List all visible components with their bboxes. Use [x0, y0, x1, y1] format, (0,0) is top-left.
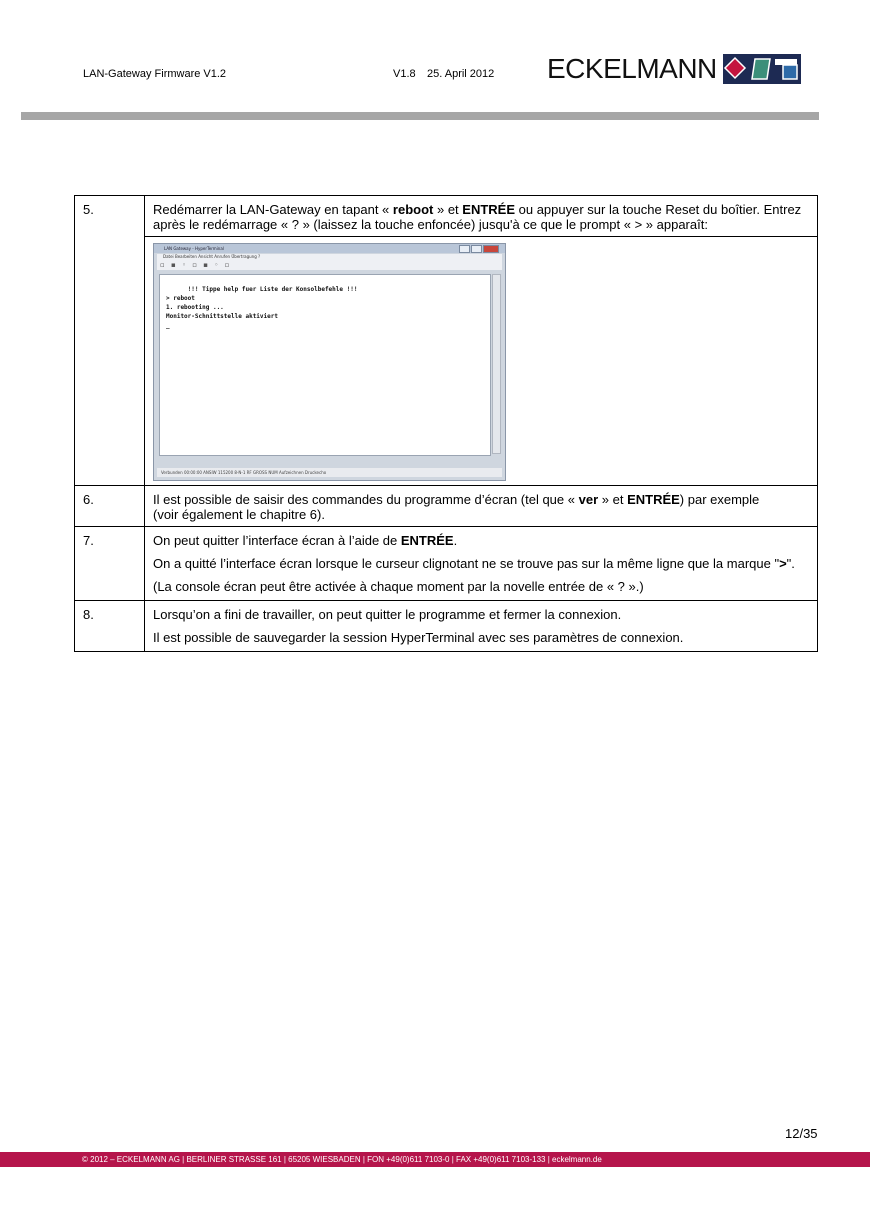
console-scrollbar — [492, 274, 501, 454]
step-text: Redémarrer la LAN-Gateway en tapant « reboot » et ENTRÉE ou appuyer sur la touche Reset du boîtier. Entrez après le redémarrage « ? » (laissez la touche enfoncée) jusqu'à ce que le prompt « > » apparaît: — [145, 196, 818, 237]
window-titlebar: LAN Gateway - HyperTerminal — [154, 244, 505, 253]
logo-text: ECKELMANN — [547, 53, 717, 84]
doc-version: V1.8 — [393, 68, 416, 80]
table-row — [75, 196, 818, 237]
step-number: 5. — [75, 196, 145, 486]
doc-date: 25. April 2012 — [427, 68, 495, 80]
step-text: On peut quitter l’interface écran à l’aide de ENTRÉE. On a quitté l’interface écran lorsque le curseur clignotant ne se trouve pas sur la même ligne que la marque ">". (La console écran peut être activée à chaque moment par la novelle entrée de « ? ».) — [145, 527, 818, 601]
footer-text: © 2012 – ECKELMANN AG | BERLINER STRASSE 161 | 65205 WIESBADEN | FON +49(0)611 7103-0 | FAX +49(0)611 7103-133 | eckelmann.de — [82, 1155, 602, 1164]
maximize-icon — [471, 245, 482, 253]
footer-bar — [0, 1152, 870, 1167]
close-icon — [483, 245, 499, 253]
step-text: Lorsqu’on a fini de travailler, on peut quitter le programme et fermer la connexion. Il est possible de sauvegarder la session HyperTerminal avec ses paramètres de connexion. — [145, 601, 818, 652]
table-row — [75, 527, 818, 601]
step-number: 8. — [75, 601, 145, 652]
console-text: !!! Tippe help fuer Liste der Konsolbefehle !!! > reboot 1. rebooting ... Monitor-Schnittstelle aktiviert _ — [166, 286, 358, 329]
minimize-icon — [459, 245, 470, 253]
step-text: Il est possible de saisir des commandes du programme d’écran (tel que « ver » et ENTRÉE) par exemple (voir également le chapitre 6). — [145, 486, 818, 527]
window-buttons — [459, 245, 499, 253]
eckelmann-logo — [547, 54, 801, 84]
screenshot-cell — [145, 237, 818, 486]
table-row — [75, 601, 818, 652]
page-number: 12/35 — [785, 1126, 818, 1141]
table-row — [75, 237, 818, 486]
window-menubar: Datei Bearbeiten Ansicht Anrufen Übertragung ? — [157, 254, 502, 260]
logo-icon — [723, 54, 801, 84]
window-toolbar: ▫ ▪ ◦ ▫ ▪ ◦ ▫ — [157, 260, 502, 270]
doc-title: LAN-Gateway Firmware V1.2 — [83, 68, 227, 80]
console-area — [159, 274, 491, 456]
window-statusbar: Verbunden 00:00:00 ANSIW 115200 8-N-1 RF GROSS NUM Aufzeichnen Druckecho — [157, 468, 502, 477]
step-number: 7. — [75, 527, 145, 601]
header-divider — [21, 112, 819, 120]
table-row — [75, 486, 818, 527]
hyperterminal-screenshot — [153, 243, 506, 481]
steps-table — [74, 195, 818, 652]
step-number: 6. — [75, 486, 145, 527]
